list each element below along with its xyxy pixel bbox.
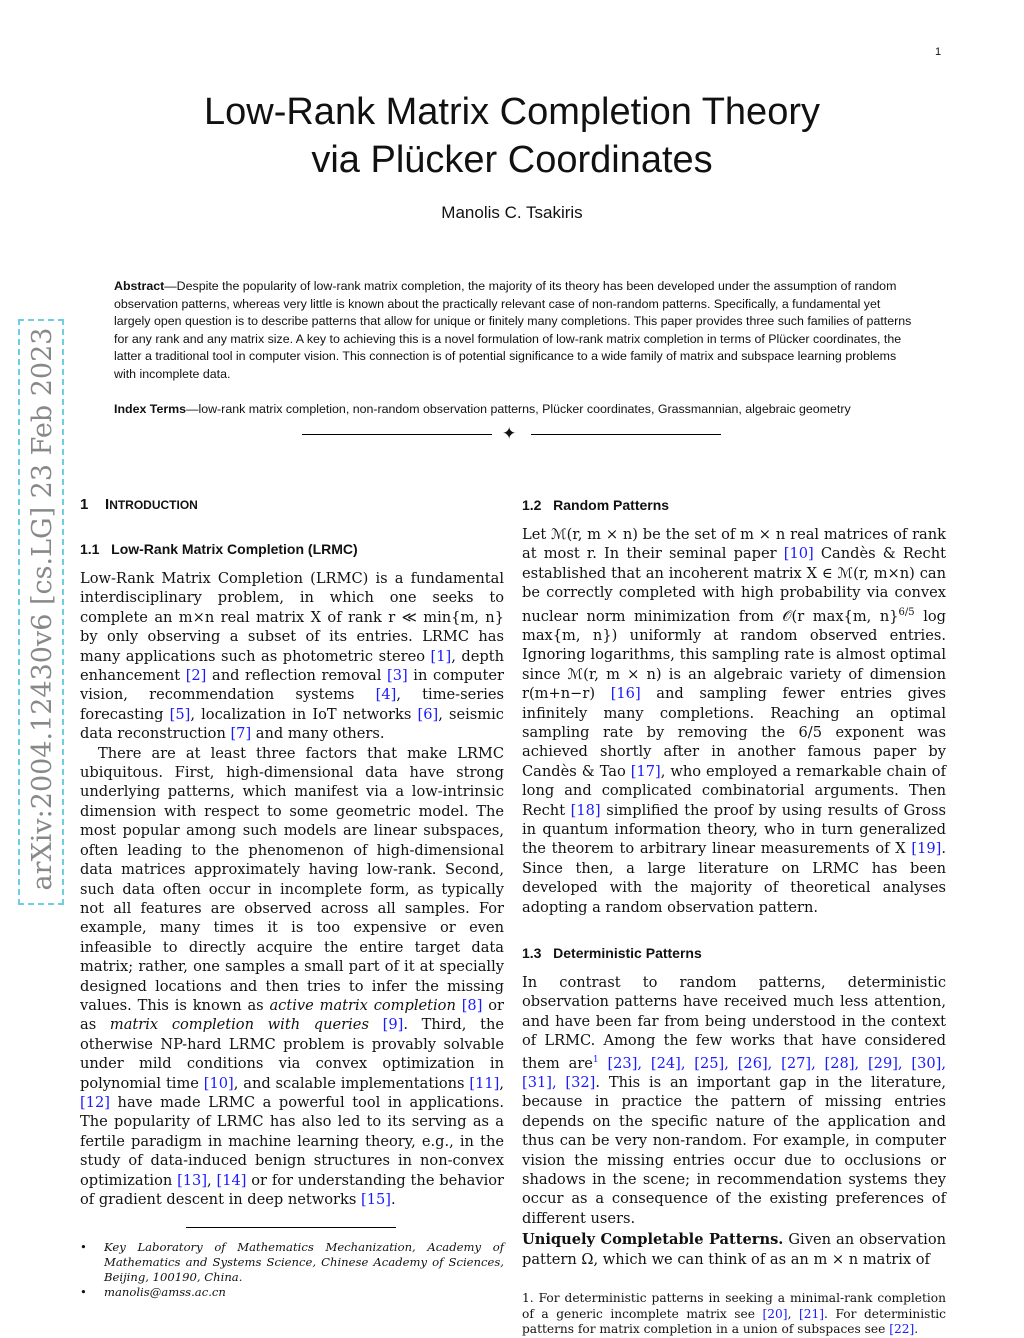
subsection-heading-deterministic-patterns	[522, 943, 946, 963]
text: Given an observation pattern Ω, which we can think of as an m × n matrix of	[522, 1231, 947, 1268]
right-column	[522, 495, 946, 1338]
abstract-label: Abstract	[114, 279, 165, 293]
text: , seismic data reconstruction	[80, 705, 504, 743]
text: and sampling fewer entries gives infinitely many completions. Reaching an optimal sampling rate by removing the 6/5 exponent was achieved shortly after in another famous paper by Candès & Tao	[522, 685, 946, 780]
citation-link[interactable]: [21]	[799, 1306, 825, 1321]
text: log max{m, n}) uniformly at random observed entries. Ignoring logarithms, this sampling rate is almost optimal since ℳ(r, m × n) is an algebraic variety of dimension r(m+n−r)	[522, 607, 946, 703]
text: . For deterministic patterns for matrix completion in a union of subspaces see	[522, 1306, 947, 1337]
paragraph	[522, 973, 946, 1228]
paper-title	[0, 88, 1024, 184]
citation-link[interactable]: [16]	[610, 685, 641, 703]
citation-link[interactable]: [19]	[911, 840, 942, 858]
text: and reflection removal	[206, 667, 387, 685]
citation-link[interactable]: [10]	[203, 1074, 234, 1092]
index-terms-text: —low-rank matrix completion, non-random observation patterns, Plücker coordinates, Grassmannian, algebraic geometry	[186, 402, 851, 416]
italic-term: active matrix completion	[269, 996, 456, 1014]
text: or as	[80, 996, 504, 1034]
citation-link[interactable]: [4]	[375, 686, 397, 704]
affiliation-footnote	[80, 1240, 504, 1285]
section-heading-introduction	[80, 495, 504, 515]
paragraph: There are at least three factors that make LRMC ubiquitous. First, high-dimensional data have strong underlying patterns, which manifest via a low-intrinsic dimension with respect to some geometric model. The most popular among such models are linear subspaces, often leading to the phenomenon of high-dimensional data matrices approximately having low-rank. Second, such data often occur in incomplete form, as typically not all features are observed across all samples. For example, many times it is too expensive or even infeasible to directly acquire the entire target data matrix; rather, one samples a small part of it at specially designed locations and then tries to infer the missing values. This is known as active matrix completion [8] or as matrix completion with queries [9]. Third, the otherwise NP-hard LRMC problem is provably solvable under mild conditions via convex optimization in polynomial time [10], and scalable implementations [11], [12] have made LRMC a powerful tool in applications. The popularity of LRMC has also led to its serving as a fertile paradigm in machine learning theory, e.g., in the study of data-induced benign structures in non-convex optimization [13], [14] or for understanding the behavior of gradient descent in deep networks [15].	[80, 744, 505, 1208]
abstract	[114, 278, 912, 384]
exponent: 6/5	[898, 606, 915, 618]
citation-link[interactable]: [11]	[469, 1074, 500, 1092]
footnote-rule	[186, 1227, 396, 1228]
citation-link[interactable]: [15]	[361, 1191, 391, 1208]
divider-rule-right	[531, 434, 721, 435]
section-title-initial: I	[105, 496, 110, 513]
arxiv-stamp	[18, 319, 64, 905]
text: .	[914, 1322, 919, 1337]
italic-term: matrix completion with queries	[109, 1016, 369, 1034]
paragraph-heading: Uniquely Completable Patterns.	[522, 1231, 784, 1249]
citation-link[interactable]: [12]	[80, 1093, 110, 1111]
subsection-title: Low-Rank Matrix Completion (LRMC)	[111, 541, 358, 557]
index-terms-label: Index Terms	[114, 402, 187, 416]
text: simplified the proof by using results of Gross in quantum information theory, who in turn generalized the theorem to arbitrary linear measurements of X	[522, 801, 947, 858]
text: , and scalable implementations	[233, 1074, 470, 1092]
text: in computer vision, recommendation systems	[80, 667, 504, 704]
citation-link[interactable]: [7]	[230, 725, 252, 743]
paragraph	[522, 525, 946, 917]
citation-link[interactable]: [18]	[570, 801, 601, 819]
citation-link[interactable]: [1]	[430, 647, 452, 665]
text: or for understanding the behavior of gradient descent in deep networks	[80, 1171, 505, 1208]
text: and many others.	[251, 725, 385, 743]
text: have made LRMC a powerful tool in applications. The popularity of LRMC has also led to its serving as a fertile paradigm in machine learning theory, e.g., in the study of data-induced benign structures in non-convex optimization	[80, 1093, 504, 1189]
subsection-title: Deterministic Patterns	[553, 944, 702, 961]
text: , localization in IoT networks	[190, 705, 418, 723]
paragraph	[522, 1230, 946, 1269]
citation-link[interactable]: [2]	[185, 667, 207, 685]
left-column	[80, 495, 504, 1300]
paragraph	[80, 569, 504, 744]
email-footnote	[80, 1285, 504, 1300]
citation-links[interactable]: [23], [24], [25], [26], [27], [28], [29], [30], [31], [32]	[522, 1054, 946, 1091]
arxiv-identifier: arXiv:2004.12430v6 [cs.LG] 23 Feb 2023	[27, 327, 58, 891]
citation-link[interactable]: [13]	[177, 1171, 208, 1189]
citation-link[interactable]: [17]	[630, 762, 661, 780]
text: .	[390, 1191, 396, 1208]
citation-link[interactable]: [5]	[169, 705, 191, 723]
subsection-heading-random-patterns	[522, 495, 946, 515]
footnote: 1. For deterministic patterns in seeking a minimal-rank completion of a generic incomplete matrix see [20], [21]. For deterministic patterns for matrix completion in a union of subspaces see [22].	[522, 1290, 947, 1337]
author-name: Manolis C. Tsakiris	[441, 203, 583, 222]
text: . This is an important gap in the literature, because in practice the pattern of missing entries depends on the specific nature of the application and thus can be very non-random. For example, in computer vision the missing entries occur due to occlusions or shadows in the scene; in recommendation systems they occur as a consequence of the existing preferences of different users.	[522, 1073, 946, 1227]
text: , depth enhancement	[80, 647, 504, 685]
citation-link[interactable]: [20]	[762, 1306, 788, 1321]
text: . Third, the otherwise NP-hard LRMC problem is provably solvable under mild conditions via convex optimization in polynomial time	[80, 1016, 504, 1092]
text: , who employed a remarkable chain of long and complicated combinatorial arguments. Then Recht	[522, 762, 946, 819]
text: There are at least three factors that make LRMC ubiquitous. First, high-dimensional data have strong underlying patterns, which manifest via a low-intrinsic dimension with respect to some geometric model. The most popular among such models are linear subspaces, often leading to the phenomenon of high-dimensional data matrices approximately having low-rank. Second, such data often occur in incomplete form, as typically not all features are observed across all samples. For example, many times it is too expensive or even infeasible to directly acquire the entire target data matrix; rather, one samples a small part of it at specially designed locations and then tries to infer the missing values. This is known as	[80, 744, 504, 1014]
citation-link[interactable]: [14]	[216, 1171, 247, 1189]
section-title-rest: NTRODUCTION	[109, 498, 198, 512]
citation-link[interactable]: [9]	[382, 1016, 404, 1034]
subsection-number: 1.1	[80, 541, 100, 557]
divider-rule-left	[302, 434, 492, 435]
index-terms	[114, 401, 914, 419]
subsection-title: Random Patterns	[553, 497, 670, 513]
bullet-icon: •	[80, 1240, 87, 1255]
text: Candès & Recht established that an incoherent matrix X ∈ ℳ(r, m×n) can be correctly completed with high probability via convex nuclear norm minimization from 𝒪(r max{m, n}	[522, 545, 946, 625]
subsection-number: 1.3	[522, 944, 542, 961]
subsection-heading-lrmc	[80, 539, 504, 559]
text: . Since then, a large literature on LRMC has been developed with the majority of theoretical analyses adopting a random observation pattern.	[522, 840, 946, 916]
text: In contrast to random patterns, deterministic observation patterns have received much less attention, and have been far from being understood in the context of LRMC. Among the few works that have considered them are	[522, 973, 946, 1072]
subsection-number: 1.2	[522, 497, 542, 513]
footnote-marker[interactable]: 1	[592, 1054, 599, 1065]
text: Low-Rank Matrix Completion (LRMC) is a fundamental interdisciplinary problem, in which one seeks to complete an m×n real matrix X of rank r ≪ min{m, n} by only observing a subset of its entries. LRMC has many applications such as photometric stereo	[80, 570, 504, 665]
citation-link[interactable]: [8]	[461, 996, 483, 1014]
citation-link[interactable]: [22]	[889, 1322, 915, 1337]
page-number: 1	[935, 46, 942, 58]
citation-link[interactable]: [10]	[783, 545, 814, 563]
title-line-1: Low-Rank Matrix Completion Theory	[204, 91, 820, 133]
citation-link[interactable]: [3]	[387, 667, 408, 685]
abstract-text: —Despite the popularity of low-rank matrix completion, the majority of its theory has been developed under the assumption of random observation patterns, whereas very little is known about the practically relevant case of non-random patterns. Specifically, a fundamental yet largely open question is to describe patterns that allow for unique or finitely many completions. This paper provides three such families of patterns for any rank and any matrix size. A key to achieving this is a novel formulation of low-rank matrix completion in terms of Plücker coordinates, the latter a traditional tool in computer vision. This connection is of potential significance to a wide family of matrix and subspace learning problems with incomplete data.	[114, 279, 912, 381]
text: Let ℳ(r, m × n) be the set of m × n real matrices of rank at most r. In their seminal paper	[522, 526, 946, 563]
title-line-2: via Plücker Coordinates	[311, 139, 713, 181]
text: 1. For deterministic patterns in seeking a minimal-rank completion of a generic incomplete matrix see	[522, 1290, 946, 1321]
citation-link[interactable]: [6]	[417, 705, 439, 723]
text: , time-series forecasting	[80, 686, 504, 723]
section-number: 1	[80, 496, 89, 513]
bullet-icon: •	[80, 1285, 87, 1300]
author-email[interactable]: manolis@amss.ac.cn	[104, 1285, 226, 1300]
divider-diamond-icon: ✦	[502, 424, 517, 444]
affiliation-text: Key Laboratory of Mathematics Mechanization, Academy of Mathematics and Systems Science, Chinese Academy of Sciences, Beijing, 100190, China.	[104, 1240, 504, 1285]
